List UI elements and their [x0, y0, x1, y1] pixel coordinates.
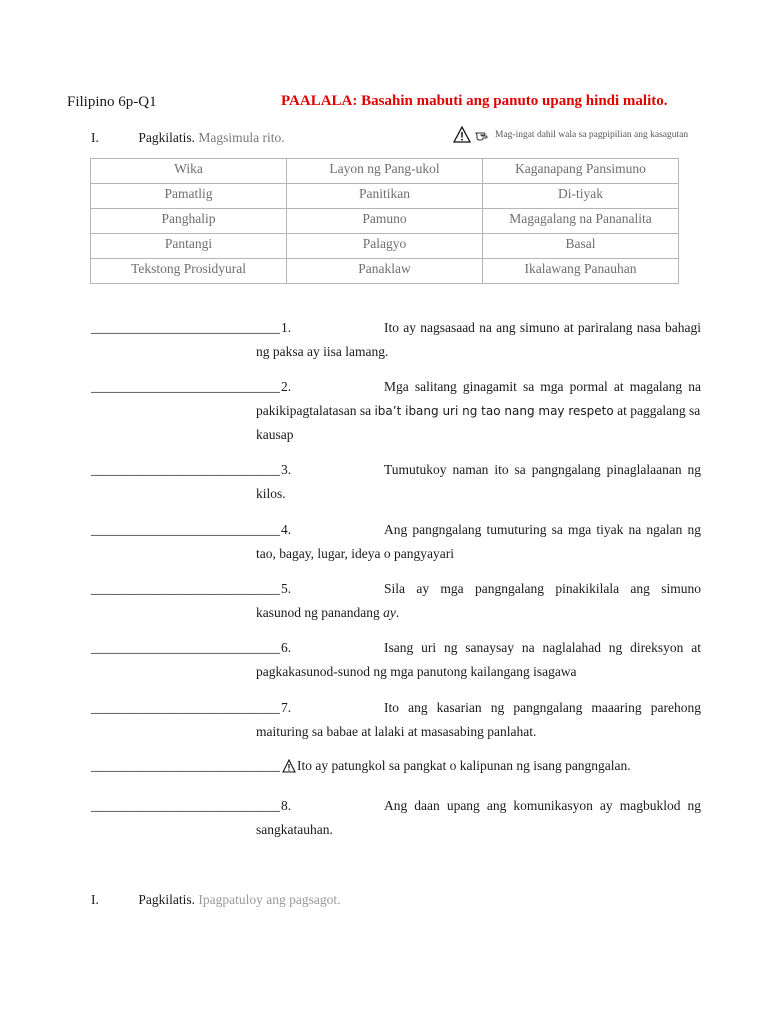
word-bank-cell: Kaganapang Pansimuno	[483, 159, 679, 184]
word-bank-cell: Panitikan	[287, 184, 483, 209]
question-number: 2.	[281, 379, 292, 394]
warning-note	[453, 126, 688, 143]
pointing-hand-icon	[475, 129, 491, 141]
question-text-continued: sangkatauhan.	[256, 822, 333, 837]
section-1-title: Pagkilatis.	[138, 130, 195, 145]
warning-triangle-icon	[282, 759, 296, 773]
warning-note-text: Mag-ingat dahil wala sa pagpipilian ang kasagutan	[495, 129, 689, 140]
word-bank-cell: Ikalawang Panauhan	[483, 259, 679, 284]
word-bank-cell: Magagalang na Pananalita	[483, 209, 679, 234]
question-text-continued: kilos.	[256, 486, 286, 501]
question-number: 5.	[281, 581, 292, 596]
question-text-continued	[256, 601, 701, 625]
question-item-1	[91, 316, 701, 364]
question-text-continued	[256, 399, 701, 423]
answer-blank: ____________________________	[91, 581, 280, 596]
word-bank-cell: Di-tiyak	[483, 184, 679, 209]
answer-blank: ____________________________	[91, 462, 280, 477]
special-item	[91, 758, 631, 774]
section-2-instruction: Ipagpatuloy ang pagsagot.	[198, 892, 341, 907]
answer-blank: ____________________________	[91, 379, 280, 394]
word-bank-table	[90, 158, 679, 284]
answer-blank: ____________________________	[91, 798, 280, 813]
question-number: 3.	[281, 462, 292, 477]
word-bank-row	[91, 234, 679, 259]
word-bank-cell: Basal	[483, 234, 679, 259]
question-text-highlight: iba’t ibang uri ng tao nang may respeto	[374, 404, 614, 418]
word-bank-cell: Wika	[91, 159, 287, 184]
question-text: Sila ay mga pangngalang pinakikilala ang simuno	[384, 581, 701, 596]
answer-blank: ____________________________	[91, 700, 280, 715]
section-2-heading	[91, 892, 340, 908]
question-text-part: .	[395, 605, 400, 620]
answer-blank: ____________________________	[91, 640, 280, 655]
reminder-heading: PAALALA: Basahin mabuti ang panuto upang hindi malito.	[281, 93, 668, 109]
answer-blank: ____________________________	[91, 522, 280, 537]
special-item-text: Ito ay patungkol sa pangkat o kalipunan ng isang pangngalan.	[297, 758, 631, 773]
word-bank-cell: Palagyo	[287, 234, 483, 259]
question-text: Ang daan upang ang komunikasyon ay magbuklod ng	[384, 798, 701, 813]
word-bank-cell: Pamuno	[287, 209, 483, 234]
answer-blank: ____________________________	[91, 320, 280, 335]
word-bank-cell: Panaklaw	[287, 259, 483, 284]
word-bank-cell: Pantangi	[91, 234, 287, 259]
question-item-2	[91, 375, 701, 447]
question-text-continued: maituring sa babae at lalaki at masasabing panlahat.	[256, 724, 537, 739]
question-text: Mga salitang ginagamit sa mga pormal at magalang na	[384, 379, 701, 394]
word-bank-cell: Tekstong Prosidyural	[91, 259, 287, 284]
subject-label: Filipino 6p-Q1	[67, 94, 157, 110]
question-text-part: kasunod ng panandang	[256, 605, 384, 620]
marker-word: ay	[383, 605, 396, 620]
question-item-7	[91, 696, 701, 744]
question-item-3	[91, 458, 701, 506]
section-1-instruction: Magsimula rito.	[198, 130, 285, 145]
answer-blank: ____________________________	[91, 758, 280, 773]
question-text-continued: ng paksa ay iisa lamang.	[256, 344, 389, 359]
section-2-roman: I.	[91, 892, 99, 907]
word-bank-row	[91, 184, 679, 209]
word-bank-cell: Layon ng Pang-ukol	[287, 159, 483, 184]
question-text-part: pakikipagtalatasan sa	[256, 403, 375, 418]
question-text: Ang pangngalang tumuturing sa mga tiyak na ngalan ng	[384, 522, 701, 537]
question-text: Isang uri ng sanaysay na naglalahad ng direksyon at	[384, 640, 701, 655]
section-2-title: Pagkilatis.	[138, 892, 195, 907]
question-item-8	[91, 794, 701, 842]
question-number: 6.	[281, 640, 292, 655]
question-item-5	[91, 577, 701, 625]
question-number: 8.	[281, 798, 292, 813]
word-bank-cell: Pamatlig	[91, 184, 287, 209]
question-text: Tumutukoy naman ito sa pangngalang pinaglalaanan ng	[384, 462, 701, 477]
question-text-continued: kausap	[256, 427, 294, 442]
section-1-heading	[91, 130, 285, 146]
question-text: Ito ay nagsasaad na ang simuno at pariralang nasa bahagi	[384, 320, 701, 335]
question-number: 1.	[281, 320, 292, 335]
question-text-continued: pagkakasunod-sunod ng mga panutong kailangang isagawa	[256, 664, 577, 679]
question-item-4	[91, 518, 701, 566]
question-text: Ito ang kasarian ng pangngalang maaaring parehong	[384, 700, 701, 715]
question-number: 4.	[281, 522, 292, 537]
word-bank-row	[91, 209, 679, 234]
question-number: 7.	[281, 700, 292, 715]
question-text-continued: tao, bagay, lugar, ideya o pangyayari	[256, 546, 455, 561]
word-bank-row	[91, 259, 679, 284]
question-item-6	[91, 636, 701, 684]
word-bank-row	[91, 159, 679, 184]
section-1-roman: I.	[91, 130, 99, 145]
warning-triangle-icon	[453, 126, 471, 143]
question-text-part: at paggalang sa	[613, 403, 701, 418]
word-bank-cell: Panghalip	[91, 209, 287, 234]
